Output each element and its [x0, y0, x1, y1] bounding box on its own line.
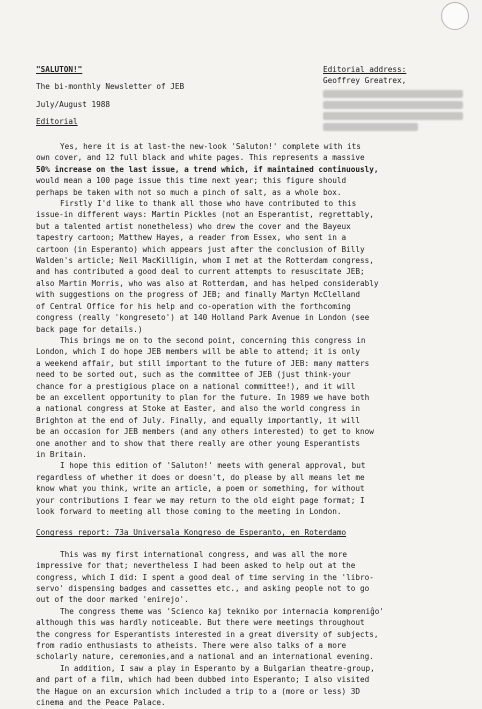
editorial-line: This brings me on to the second point, concerning this congress in: [60, 335, 366, 345]
editorial-line: regardless of whether it does or doesn't, do please by all means let me: [36, 472, 365, 482]
redacted-address-line: [323, 123, 418, 131]
editorial-line: your contributions I fear we may return to the old eight page format; I: [36, 495, 365, 505]
report-line: servo' dispensing badges and cassettes etc., and asking people not to go: [36, 584, 370, 594]
editorial-line: with suggestions on the progress of JEB; and finally Martyn McClelland: [36, 290, 360, 300]
section-heading-editorial: Editorial: [36, 117, 78, 127]
report-line: scholarly nature, ceremonies,and a national and an international evening.: [36, 652, 374, 662]
address-name: Geoffrey Greatrex,: [323, 76, 407, 86]
editorial-line: London, which I do hope JEB members will be able to attend; it is only: [36, 347, 360, 357]
editorial-line: Yes, here it is at last-the new-look 'Saluton!' complete with its: [60, 142, 361, 151]
redacted-address-line: [323, 101, 463, 109]
editorial-line: also Martin Morris, who was also at Rotterdam, and has helped considerably: [36, 278, 379, 288]
editorial-line: be an excellent opportunity to plan for the future. In 1989 we have both: [36, 392, 370, 402]
editorial-line: back page for details.): [36, 324, 143, 334]
report-line: In addition, I saw a play in Esperanto by a Bulgarian theatre-group,: [60, 663, 375, 673]
editorial-line: in Britain.: [36, 449, 87, 459]
report-line: although this was hardly noticeable. But there were meetings throughout: [36, 618, 365, 628]
editorial-line: cartoon (in Esperanto) which appears just after the conclusion of Billy: [36, 244, 365, 254]
editorial-line: congress (really 'kongreseto') at 140 Holland Park Avenue in London (see: [36, 313, 370, 323]
newsletter-title: "SALUTON!": [36, 65, 83, 74]
editorial-line: I hope this edition of 'Saluton!' meets with general approval, but: [60, 461, 366, 471]
editorial-line: look forward to meeting all those coming to the meeting in London.: [36, 507, 342, 516]
editorial-line: perhaps be taken with not so much a pinch of salt, as a whole box.: [36, 187, 342, 197]
article-body: [36, 141, 476, 709]
report-line: from radio enthusiasts to atheists. There were also talks of a more: [36, 641, 347, 651]
editorial-line: issue-in different ways: Martin Pickles (not an Esperantist, regrettably,: [36, 210, 374, 220]
editorial-address: [323, 64, 473, 132]
issue-date: July/August 1988: [36, 99, 111, 109]
report-line: This was my first international congress, and was all the more: [60, 549, 347, 559]
punch-hole: [441, 2, 469, 30]
editorial-line: Firstly I'd like to thank all those who have contributed to this: [60, 199, 357, 209]
section-heading-congress-report: Congress report: 73a Universala Kongreso de Esperanto, en Roterdamo: [36, 528, 347, 538]
redacted-address-line: [323, 112, 463, 120]
editorial-line: a national congress at Stoke at Easter, and also the world congress in: [36, 404, 360, 414]
editorial-line: know what you think, write an article, a poem or something, for without: [36, 484, 365, 494]
editorial-line: and has contributed a good deal to current attempts to resuscitate JEB;: [36, 267, 365, 277]
editorial-line: would mean a 100 page issue this time next year; this figure should: [36, 176, 347, 186]
report-line: out of the door marked 'enirejo'.: [36, 595, 189, 605]
redacted-address-line: [323, 90, 463, 98]
report-line: congress, which I did: I spent a good deal of time serving in the 'libro-: [36, 572, 374, 582]
editorial-line: but a talented artist nonetheless) who drew the cover and the Bayeux: [36, 221, 351, 231]
editorial-line: tapestry cartoon; Matthew Hayes, a reader from Essex, who sent in a: [36, 233, 347, 243]
editorial-line: chance for a prestigious place on a national committee!), and it will: [36, 381, 356, 391]
report-line: and part of a film, which had been dubbed into Esperanto; I also visited: [36, 675, 370, 685]
report-line: impressive for that; nevertheless I had been asked to help out at the: [36, 561, 356, 571]
editorial-line: one another and to show that there really are other young Esperantists: [36, 438, 360, 448]
report-line: cinema and the Peace Palace.: [36, 698, 166, 708]
editorial-line: of Central Office for his help and co-operation with the forthcoming: [36, 301, 351, 311]
editorial-line: need to be sorted out, such as the committee of JEB (just think-your: [36, 370, 351, 380]
report-line: the congress for Esperantists interested in a great diversity of subjects,: [36, 629, 379, 639]
report-line: The congress theme was 'Scienco kaj tekniko por internacia kompreniĝo': [60, 606, 384, 616]
report-line: the Hague on an excursion which included a trip to a (more or less) 3D: [36, 686, 360, 696]
address-label: Editorial address:: [323, 65, 407, 74]
editorial-line: Brighton at the end of July. Finally, and equally importantly, it will: [36, 415, 360, 425]
masthead: [36, 64, 296, 128]
editorial-line: own cover, and 12 full black and white pages. This represents a massive: [36, 153, 365, 163]
editorial-line: be an occasion for JEB members (and any others interested) to get to know: [36, 427, 374, 437]
newsletter-subtitle: The bi-monthly Newsletter of JEB: [36, 82, 185, 92]
editorial-line: Walden's article; Neil MacKilligin, whom I met at the Rotterdam congress,: [36, 256, 374, 266]
editorial-line: a weekend affair, but still important to the future of JEB: many matters: [36, 358, 370, 368]
editorial-line: 50% increase on the last issue, a trend which, if maintained continuously,: [36, 164, 379, 174]
